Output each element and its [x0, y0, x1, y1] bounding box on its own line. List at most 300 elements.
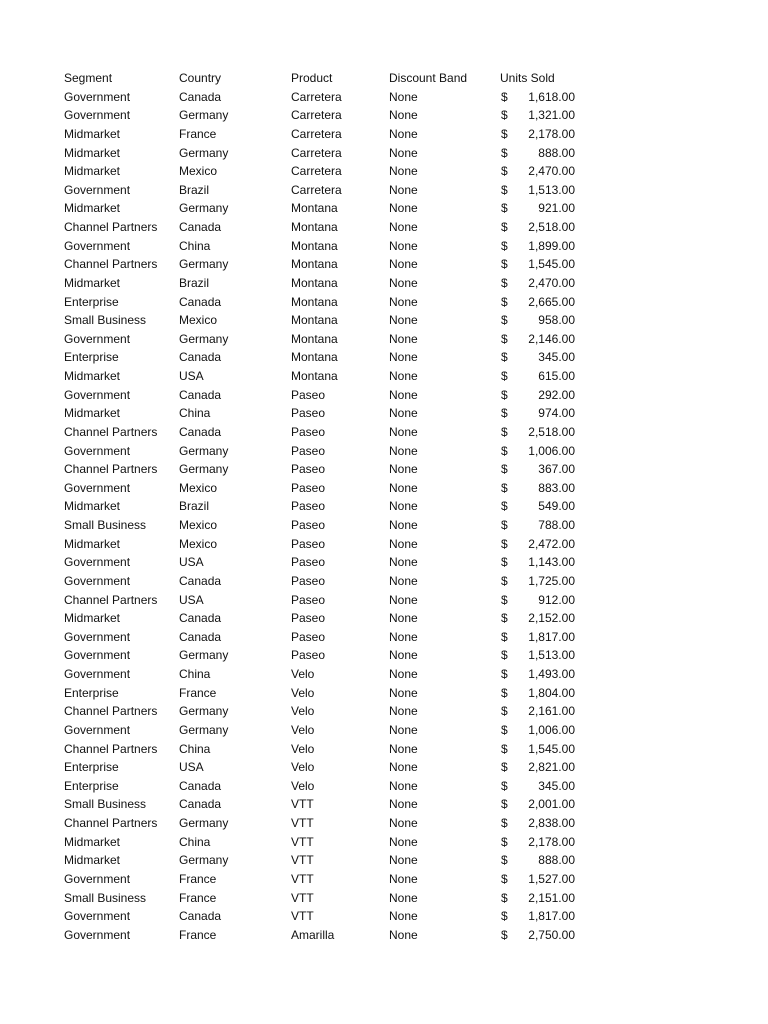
- cell-product: Paseo: [291, 536, 326, 551]
- table-row: [64, 162, 584, 181]
- cell-product: Paseo: [291, 573, 326, 588]
- cell-discount-band: None: [389, 238, 418, 253]
- cell-product: Paseo: [291, 499, 326, 514]
- cell-segment: Government: [64, 927, 131, 942]
- cell-discount-band: None: [389, 555, 418, 570]
- cell-country: China: [179, 406, 211, 421]
- cell-units-sold: 1,513.00: [528, 182, 575, 197]
- cell-currency-symbol: $: [501, 424, 508, 439]
- cell-discount-band: None: [389, 294, 418, 309]
- cell-segment: Enterprise: [64, 294, 119, 309]
- cell-country: Germany: [179, 816, 229, 830]
- cell-units-sold: 912.00: [538, 592, 575, 607]
- cell-country: Canada: [179, 629, 222, 644]
- table-body: [64, 88, 584, 945]
- table-row: [64, 795, 584, 814]
- cell-segment: Midmarket: [64, 126, 121, 141]
- cell-currency-symbol: $: [501, 126, 508, 141]
- table-row: [64, 572, 584, 591]
- cell-segment: Government: [64, 108, 131, 123]
- cell-product: Montana: [291, 294, 338, 309]
- cell-currency-symbol: $: [501, 443, 508, 458]
- cell-units-sold: 1,006.00: [528, 722, 575, 737]
- cell-currency-symbol: $: [501, 275, 508, 290]
- cell-units-sold: 1,899.00: [528, 238, 575, 253]
- cell-product: Velo: [291, 760, 315, 775]
- cell-discount-band: None: [389, 443, 418, 458]
- cell-segment: Channel Partners: [64, 704, 158, 719]
- cell-country: Germany: [179, 257, 229, 272]
- cell-discount-band: None: [389, 741, 418, 756]
- table-row: [64, 721, 584, 740]
- cell-product: Montana: [291, 257, 338, 272]
- cell-units-sold: 1,618.00: [528, 89, 575, 104]
- table-row: [64, 665, 584, 684]
- cell-units-sold: 1,817.00: [528, 629, 575, 644]
- table-row: [64, 330, 584, 349]
- table-row: [64, 144, 584, 163]
- cell-product: Paseo: [291, 387, 326, 402]
- cell-country: Germany: [179, 648, 229, 663]
- cell-product: VTT: [291, 834, 314, 849]
- cell-units-sold: 958.00: [538, 313, 575, 328]
- cell-product: Paseo: [291, 629, 326, 644]
- cell-product: Velo: [291, 704, 315, 719]
- table-row: [64, 460, 584, 479]
- cell-product: Paseo: [291, 443, 326, 458]
- header-row: [64, 69, 584, 88]
- cell-discount-band: None: [389, 629, 418, 644]
- cell-country: France: [179, 871, 217, 886]
- table-row: [64, 88, 584, 107]
- table-row: [64, 535, 584, 554]
- spreadsheet-table: [64, 69, 584, 944]
- cell-discount-band: None: [389, 424, 418, 439]
- table-row: [64, 758, 584, 777]
- cell-segment: Channel Partners: [64, 220, 158, 234]
- cell-country: Mexico: [179, 518, 218, 532]
- cell-units-sold: 2,470.00: [528, 275, 575, 290]
- table-row: [64, 293, 584, 312]
- cell-units-sold: 2,750.00: [528, 927, 575, 942]
- cell-currency-symbol: $: [501, 480, 508, 495]
- cell-units-sold: 1,321.00: [528, 108, 575, 123]
- cell-units-sold: 549.00: [538, 499, 575, 514]
- cell-product: Paseo: [291, 648, 326, 663]
- cell-product: Velo: [291, 741, 315, 756]
- cell-product: Amarilla: [291, 927, 335, 942]
- cell-segment: Government: [64, 480, 131, 495]
- cell-currency-symbol: $: [501, 834, 508, 849]
- cell-units-sold: 2,001.00: [528, 797, 575, 812]
- cell-discount-band: None: [389, 89, 418, 104]
- cell-segment: Midmarket: [64, 834, 121, 849]
- cell-currency-symbol: $: [501, 816, 508, 830]
- cell-currency-symbol: $: [501, 890, 508, 905]
- cell-country: Canada: [179, 424, 222, 439]
- cell-currency-symbol: $: [501, 871, 508, 886]
- cell-segment: Government: [64, 387, 131, 402]
- cell-currency-symbol: $: [501, 369, 508, 383]
- cell-segment: Government: [64, 182, 131, 197]
- cell-segment: Midmarket: [64, 611, 121, 626]
- cell-currency-symbol: $: [501, 89, 508, 104]
- cell-units-sold: 1,143.00: [528, 555, 575, 570]
- cell-discount-band: None: [389, 816, 418, 830]
- cell-segment: Midmarket: [64, 369, 121, 383]
- cell-units-sold: 788.00: [538, 518, 575, 532]
- table-row: [64, 442, 584, 461]
- cell-units-sold: 2,152.00: [528, 611, 575, 626]
- cell-discount-band: None: [389, 257, 418, 272]
- cell-currency-symbol: $: [501, 667, 508, 681]
- cell-country: France: [179, 890, 217, 905]
- cell-discount-band: None: [389, 909, 418, 924]
- cell-country: Mexico: [179, 313, 218, 328]
- cell-currency-symbol: $: [501, 257, 508, 272]
- cell-product: VTT: [291, 871, 314, 886]
- cell-segment: Channel Partners: [64, 424, 158, 439]
- cell-discount-band: None: [389, 797, 418, 812]
- cell-segment: Enterprise: [64, 760, 119, 775]
- cell-units-sold: 2,470.00: [528, 164, 575, 179]
- cell-discount-band: None: [389, 536, 418, 551]
- cell-segment: Government: [64, 629, 131, 644]
- cell-segment: Government: [64, 555, 131, 570]
- cell-country: Mexico: [179, 536, 218, 551]
- cell-units-sold: 974.00: [538, 406, 575, 421]
- cell-country: Canada: [179, 611, 222, 626]
- cell-currency-symbol: $: [501, 350, 508, 365]
- cell-segment: Government: [64, 909, 131, 924]
- cell-units-sold: 1,804.00: [528, 685, 575, 700]
- cell-segment: Enterprise: [64, 350, 119, 365]
- cell-product: Paseo: [291, 406, 326, 421]
- cell-discount-band: None: [389, 480, 418, 495]
- table-row: [64, 591, 584, 610]
- cell-units-sold: 888.00: [538, 853, 575, 868]
- cell-currency-symbol: $: [501, 592, 508, 607]
- cell-country: Brazil: [179, 182, 210, 197]
- cell-units-sold: 367.00: [538, 462, 575, 477]
- cell-country: Brazil: [179, 275, 210, 290]
- cell-discount-band: None: [389, 927, 418, 942]
- cell-country: USA: [179, 555, 204, 570]
- table-row: [64, 646, 584, 665]
- cell-product: Montana: [291, 220, 338, 234]
- cell-product: Montana: [291, 331, 338, 346]
- cell-units-sold: 2,518.00: [528, 424, 575, 439]
- cell-segment: Government: [64, 573, 131, 588]
- cell-country: Germany: [179, 331, 229, 346]
- table-row: [64, 218, 584, 237]
- cell-segment: Midmarket: [64, 853, 121, 868]
- cell-units-sold: 1,527.00: [528, 871, 575, 886]
- cell-segment: Government: [64, 443, 131, 458]
- cell-units-sold: 1,817.00: [528, 909, 575, 924]
- cell-units-sold: 1,513.00: [528, 648, 575, 663]
- cell-currency-symbol: $: [501, 853, 508, 868]
- cell-country: China: [179, 834, 211, 849]
- cell-country: Mexico: [179, 480, 218, 495]
- cell-country: Canada: [179, 797, 222, 812]
- cell-country: France: [179, 927, 217, 942]
- cell-discount-band: None: [389, 685, 418, 700]
- table-row: [64, 926, 584, 945]
- cell-country: Germany: [179, 462, 229, 477]
- cell-units-sold: 2,178.00: [528, 834, 575, 849]
- cell-currency-symbol: $: [501, 927, 508, 942]
- cell-currency-symbol: $: [501, 778, 508, 793]
- table-row: [64, 833, 584, 852]
- cell-segment: Government: [64, 648, 131, 663]
- table-row: [64, 814, 584, 833]
- cell-discount-band: None: [389, 350, 418, 365]
- cell-segment: Midmarket: [64, 201, 121, 216]
- cell-segment: Channel Partners: [64, 741, 158, 756]
- cell-currency-symbol: $: [501, 741, 508, 756]
- cell-currency-symbol: $: [501, 238, 508, 253]
- cell-discount-band: None: [389, 592, 418, 607]
- cell-discount-band: None: [389, 890, 418, 905]
- cell-units-sold: 2,146.00: [528, 331, 575, 346]
- cell-discount-band: None: [389, 834, 418, 849]
- cell-discount-band: None: [389, 201, 418, 216]
- cell-product: Carretera: [291, 164, 342, 179]
- table-row: [64, 125, 584, 144]
- cell-product: Paseo: [291, 611, 326, 626]
- table-row: [64, 423, 584, 442]
- table-row: [64, 777, 584, 796]
- cell-country: Germany: [179, 704, 229, 719]
- header-units-sold: Units Sold: [500, 71, 555, 85]
- cell-discount-band: None: [389, 126, 418, 141]
- cell-country: Canada: [179, 294, 222, 309]
- cell-currency-symbol: $: [501, 201, 508, 216]
- cell-segment: Small Business: [64, 797, 147, 812]
- table-row: [64, 199, 584, 218]
- cell-product: Carretera: [291, 182, 342, 197]
- cell-units-sold: 1,545.00: [528, 257, 575, 272]
- cell-segment: Midmarket: [64, 406, 121, 421]
- cell-product: Carretera: [291, 126, 342, 141]
- cell-units-sold: 2,178.00: [528, 126, 575, 141]
- cell-product: VTT: [291, 909, 314, 924]
- cell-units-sold: 883.00: [538, 480, 575, 495]
- cell-units-sold: 1,006.00: [528, 443, 575, 458]
- cell-discount-band: None: [389, 145, 418, 160]
- cell-product: Velo: [291, 722, 315, 737]
- cell-discount-band: None: [389, 704, 418, 719]
- cell-currency-symbol: $: [501, 462, 508, 477]
- cell-discount-band: None: [389, 406, 418, 421]
- table-row: [64, 367, 584, 386]
- cell-currency-symbol: $: [501, 387, 508, 402]
- cell-currency-symbol: $: [501, 518, 508, 532]
- cell-currency-symbol: $: [501, 685, 508, 700]
- cell-currency-symbol: $: [501, 909, 508, 924]
- cell-currency-symbol: $: [501, 313, 508, 328]
- cell-segment: Government: [64, 722, 131, 737]
- cell-discount-band: None: [389, 778, 418, 793]
- cell-segment: Midmarket: [64, 536, 121, 551]
- cell-currency-symbol: $: [501, 611, 508, 626]
- table-row: [64, 628, 584, 647]
- table-row: [64, 404, 584, 423]
- table-row: [64, 851, 584, 870]
- cell-product: Paseo: [291, 462, 326, 477]
- cell-currency-symbol: $: [501, 145, 508, 160]
- cell-product: Carretera: [291, 89, 342, 104]
- cell-country: China: [179, 741, 211, 756]
- cell-currency-symbol: $: [501, 164, 508, 179]
- table-row: [64, 609, 584, 628]
- cell-currency-symbol: $: [501, 797, 508, 812]
- cell-segment: Enterprise: [64, 685, 119, 700]
- cell-country: France: [179, 685, 217, 700]
- header-product: Product: [291, 71, 333, 85]
- cell-country: USA: [179, 592, 204, 607]
- cell-product: VTT: [291, 853, 314, 868]
- cell-discount-band: None: [389, 331, 418, 346]
- cell-segment: Midmarket: [64, 499, 121, 514]
- table-row: [64, 386, 584, 405]
- cell-units-sold: 2,838.00: [528, 816, 575, 830]
- table-row: [64, 516, 584, 535]
- table-row: [64, 702, 584, 721]
- cell-discount-band: None: [389, 164, 418, 179]
- cell-country: Germany: [179, 108, 229, 123]
- cell-product: Velo: [291, 667, 315, 681]
- cell-segment: Small Business: [64, 890, 147, 905]
- cell-segment: Small Business: [64, 518, 147, 532]
- cell-currency-symbol: $: [501, 536, 508, 551]
- cell-product: Velo: [291, 685, 315, 700]
- cell-units-sold: 2,151.00: [528, 890, 575, 905]
- cell-discount-band: None: [389, 853, 418, 868]
- cell-segment: Midmarket: [64, 164, 121, 179]
- cell-discount-band: None: [389, 760, 418, 775]
- cell-currency-symbol: $: [501, 108, 508, 123]
- cell-segment: Channel Partners: [64, 592, 158, 607]
- cell-currency-symbol: $: [501, 629, 508, 644]
- cell-units-sold: 615.00: [538, 369, 575, 383]
- cell-currency-symbol: $: [501, 220, 508, 234]
- cell-segment: Government: [64, 238, 131, 253]
- header-segment: Segment: [64, 71, 113, 85]
- cell-product: Velo: [291, 778, 315, 793]
- table-row: [64, 479, 584, 498]
- cell-currency-symbol: $: [501, 331, 508, 346]
- cell-units-sold: 888.00: [538, 145, 575, 160]
- cell-country: Germany: [179, 853, 229, 868]
- table-row: [64, 740, 584, 759]
- cell-units-sold: 1,545.00: [528, 741, 575, 756]
- cell-units-sold: 345.00: [538, 778, 575, 793]
- cell-discount-band: None: [389, 648, 418, 663]
- cell-country: Canada: [179, 350, 222, 365]
- cell-discount-band: None: [389, 499, 418, 514]
- cell-country: Germany: [179, 145, 229, 160]
- cell-discount-band: None: [389, 518, 418, 532]
- cell-discount-band: None: [389, 611, 418, 626]
- cell-product: Montana: [291, 369, 338, 383]
- cell-currency-symbol: $: [501, 722, 508, 737]
- cell-country: Canada: [179, 89, 222, 104]
- cell-country: France: [179, 126, 217, 141]
- cell-segment: Midmarket: [64, 145, 121, 160]
- cell-units-sold: 921.00: [538, 201, 575, 216]
- cell-discount-band: None: [389, 462, 418, 477]
- table-row: [64, 255, 584, 274]
- table-row: [64, 889, 584, 908]
- cell-discount-band: None: [389, 275, 418, 290]
- cell-product: Paseo: [291, 555, 326, 570]
- cell-currency-symbol: $: [501, 573, 508, 588]
- cell-units-sold: 2,518.00: [528, 220, 575, 234]
- cell-product: Montana: [291, 275, 338, 290]
- table-row: [64, 274, 584, 293]
- cell-units-sold: 2,472.00: [528, 536, 575, 551]
- cell-country: Canada: [179, 387, 222, 402]
- table-row: [64, 237, 584, 256]
- cell-currency-symbol: $: [501, 406, 508, 421]
- cell-segment: Enterprise: [64, 778, 119, 793]
- cell-discount-band: None: [389, 220, 418, 234]
- cell-segment: Government: [64, 871, 131, 886]
- cell-discount-band: None: [389, 387, 418, 402]
- cell-country: Brazil: [179, 499, 210, 514]
- cell-currency-symbol: $: [501, 704, 508, 719]
- cell-units-sold: 292.00: [538, 387, 575, 402]
- table-row: [64, 553, 584, 572]
- cell-product: VTT: [291, 890, 314, 905]
- cell-discount-band: None: [389, 722, 418, 737]
- table-row: [64, 106, 584, 125]
- cell-country: Germany: [179, 722, 229, 737]
- cell-currency-symbol: $: [501, 182, 508, 197]
- cell-country: China: [179, 238, 211, 253]
- cell-segment: Small Business: [64, 313, 147, 328]
- cell-units-sold: 1,493.00: [528, 667, 575, 681]
- cell-product: Montana: [291, 201, 338, 216]
- cell-country: Germany: [179, 443, 229, 458]
- cell-discount-band: None: [389, 667, 418, 681]
- cell-currency-symbol: $: [501, 760, 508, 775]
- cell-currency-symbol: $: [501, 499, 508, 514]
- cell-units-sold: 2,665.00: [528, 294, 575, 309]
- cell-product: Montana: [291, 350, 338, 365]
- table-row: [64, 684, 584, 703]
- cell-product: Carretera: [291, 108, 342, 123]
- cell-discount-band: None: [389, 182, 418, 197]
- cell-segment: Government: [64, 667, 131, 681]
- cell-currency-symbol: $: [501, 648, 508, 663]
- cell-product: Carretera: [291, 145, 342, 160]
- cell-product: Paseo: [291, 518, 326, 532]
- table-row: [64, 181, 584, 200]
- cell-country: Canada: [179, 573, 222, 588]
- cell-product: Paseo: [291, 424, 326, 439]
- cell-units-sold: 2,821.00: [528, 760, 575, 775]
- table-row: [64, 870, 584, 889]
- cell-segment: Government: [64, 331, 131, 346]
- cell-discount-band: None: [389, 313, 418, 328]
- table-row: [64, 907, 584, 926]
- cell-segment: Channel Partners: [64, 816, 158, 830]
- cell-country: Canada: [179, 909, 222, 924]
- table-row: [64, 348, 584, 367]
